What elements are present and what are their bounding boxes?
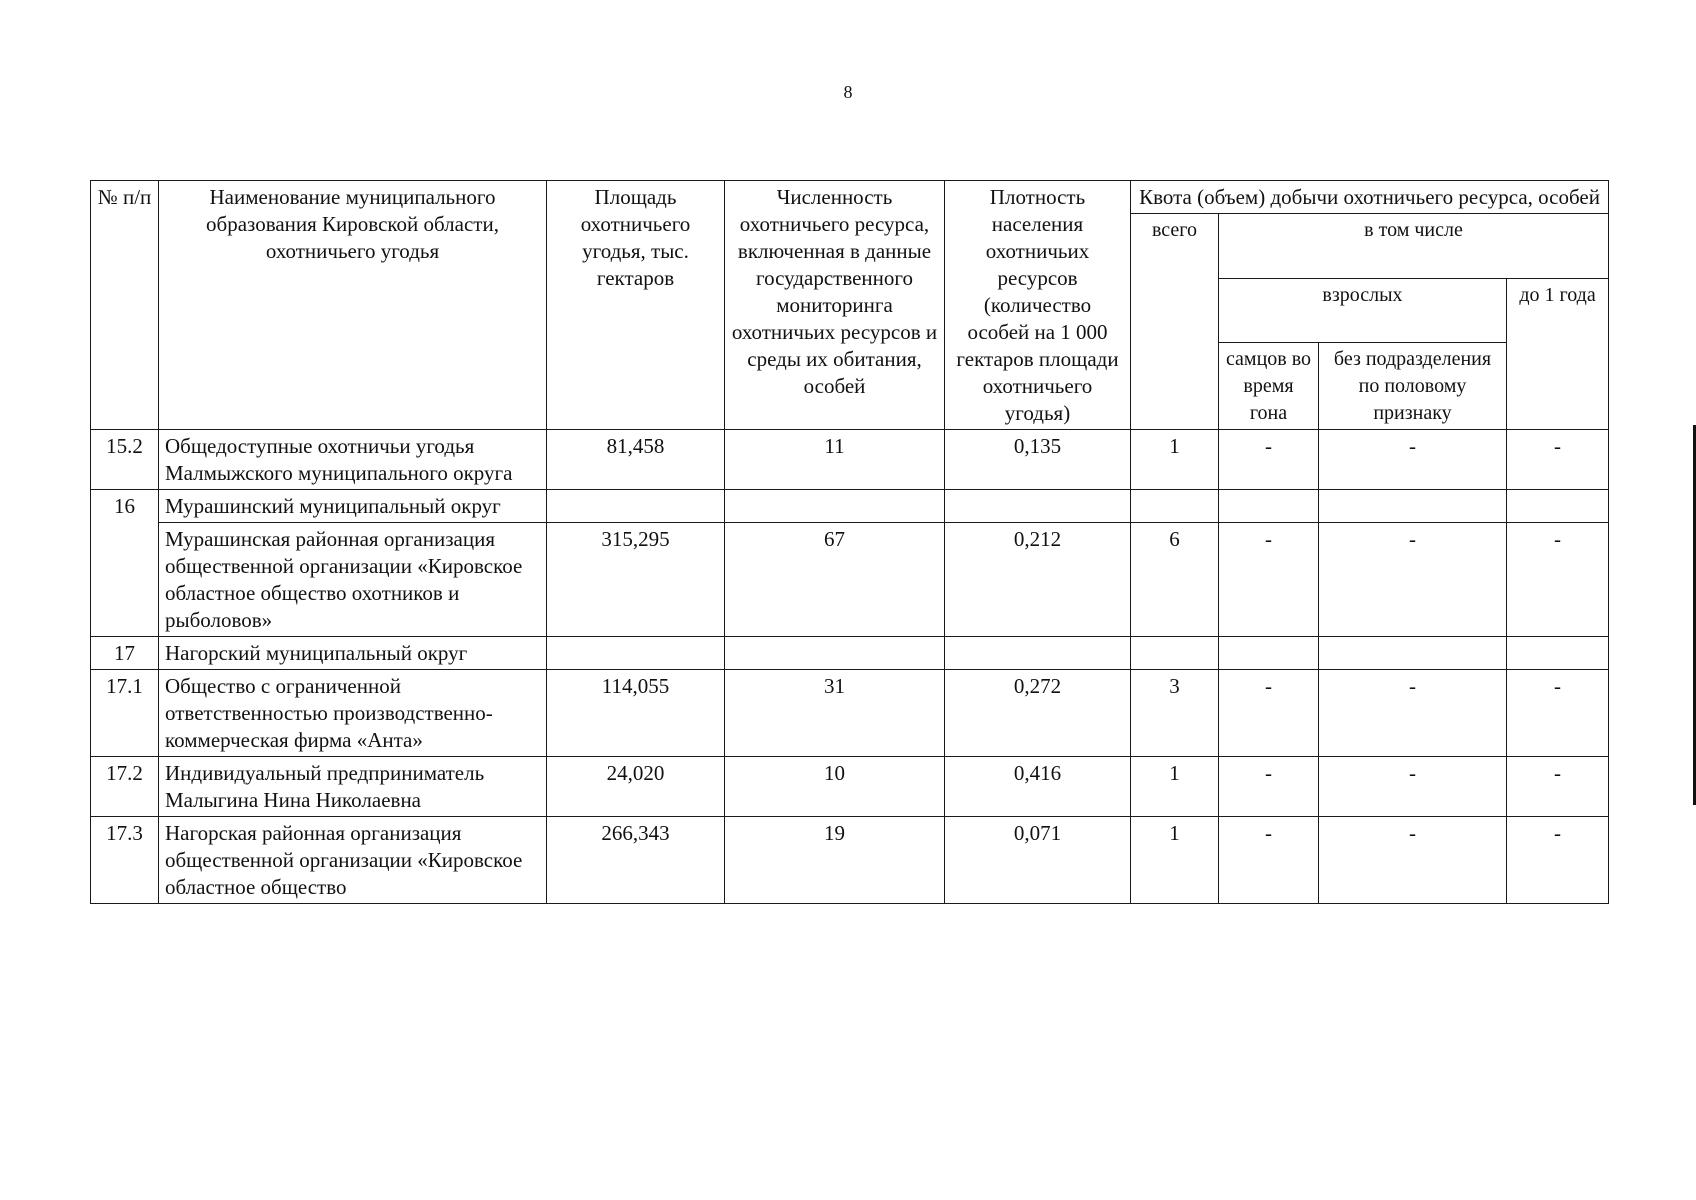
header-total: всего [1131,214,1219,430]
table-body [91,430,1609,904]
header-males-rut: самцов во время гона [1219,343,1319,430]
row-no-sex: - [1319,523,1507,637]
table-row [91,757,1609,817]
row-no-sex [1319,490,1507,523]
table-row [91,430,1609,490]
row-area: 114,055 [547,670,725,757]
row-density [945,490,1131,523]
row-no-sex: - [1319,670,1507,757]
row-population: 31 [725,670,945,757]
row-population [725,490,945,523]
row-name: Общедоступные охотничьи угодья Малмыжского муниципального округа [159,430,547,490]
row-name: Общество с ограниченной ответственностью производственно-коммерческая фирма «Анта» [159,670,547,757]
row-num: 17.2 [91,757,159,817]
header-under-one: до 1 года [1507,278,1609,430]
row-name: Индивидуальный предприниматель Малыгина Нина Николаевна [159,757,547,817]
row-name: Мурашинская районная организация общественной организации «Кировское областное общество охотников и рыболовов» [159,523,547,637]
header-population: Численность охотничьего ресурса, включенная в данные государственного мониторинга охотничьих ресурсов и среды их обитания, особей [725,181,945,430]
header-quota: Квота (объем) добычи охотничьего ресурса, особей [1131,181,1609,214]
row-population: 19 [725,817,945,904]
row-num: 17.1 [91,670,159,757]
row-area: 266,343 [547,817,725,904]
row-total: 1 [1131,757,1219,817]
header-area: Площадь охотничьего угодья, тыс. гектаров [547,181,725,430]
row-name: Нагорская районная организация общественной организации «Кировское областное общество [159,817,547,904]
header-num: № п/п [91,181,159,430]
row-num: 16 [91,490,159,637]
row-density: 0,135 [945,430,1131,490]
header-adults: взрослых [1219,278,1507,343]
row-males-rut: - [1219,430,1319,490]
row-no-sex [1319,637,1507,670]
row-males-rut: - [1219,670,1319,757]
row-area [547,490,725,523]
header-including: в том числе [1219,214,1609,279]
table-header [91,181,1609,430]
row-males-rut: - [1219,757,1319,817]
row-density: 0,416 [945,757,1131,817]
table-row [91,817,1609,904]
row-area: 315,295 [547,523,725,637]
row-area [547,637,725,670]
row-males-rut: - [1219,817,1319,904]
quota-table [90,180,1609,904]
row-total [1131,637,1219,670]
header-name: Наименование муниципального образования Кировской области, охотничьего угодья [159,181,547,430]
row-no-sex: - [1319,817,1507,904]
table-row [91,523,1609,637]
row-density [945,637,1131,670]
row-under-one: - [1507,430,1609,490]
table-row [91,637,1609,670]
row-population: 10 [725,757,945,817]
row-under-one: - [1507,757,1609,817]
row-under-one [1507,637,1609,670]
row-total: 1 [1131,817,1219,904]
page-number: 8 [843,82,853,102]
row-population: 11 [725,430,945,490]
row-males-rut [1219,637,1319,670]
row-under-one: - [1507,523,1609,637]
row-area: 24,020 [547,757,725,817]
row-total: 3 [1131,670,1219,757]
row-num: 17 [91,637,159,670]
row-population: 67 [725,523,945,637]
row-males-rut: - [1219,523,1319,637]
header-no-sex: без подразделения по половому признаку [1319,343,1507,430]
row-no-sex: - [1319,430,1507,490]
row-under-one: - [1507,670,1609,757]
header-density: Плотность населения охотничьих ресурсов (количество особей на 1 000 гектаров площади охотничьего угодья) [945,181,1131,430]
row-no-sex: - [1319,757,1507,817]
row-under-one: - [1507,817,1609,904]
row-total [1131,490,1219,523]
table-row [91,670,1609,757]
row-num: 15.2 [91,430,159,490]
row-total: 1 [1131,430,1219,490]
row-name: Нагорский муниципальный округ [159,637,547,670]
row-total: 6 [1131,523,1219,637]
row-density: 0,071 [945,817,1131,904]
table-row [91,490,1609,523]
row-name: Мурашинский муниципальный округ [159,490,547,523]
row-population [725,637,945,670]
row-density: 0,272 [945,670,1131,757]
row-num: 17.3 [91,817,159,904]
row-density: 0,212 [945,523,1131,637]
row-area: 81,458 [547,430,725,490]
row-under-one [1507,490,1609,523]
row-males-rut [1219,490,1319,523]
